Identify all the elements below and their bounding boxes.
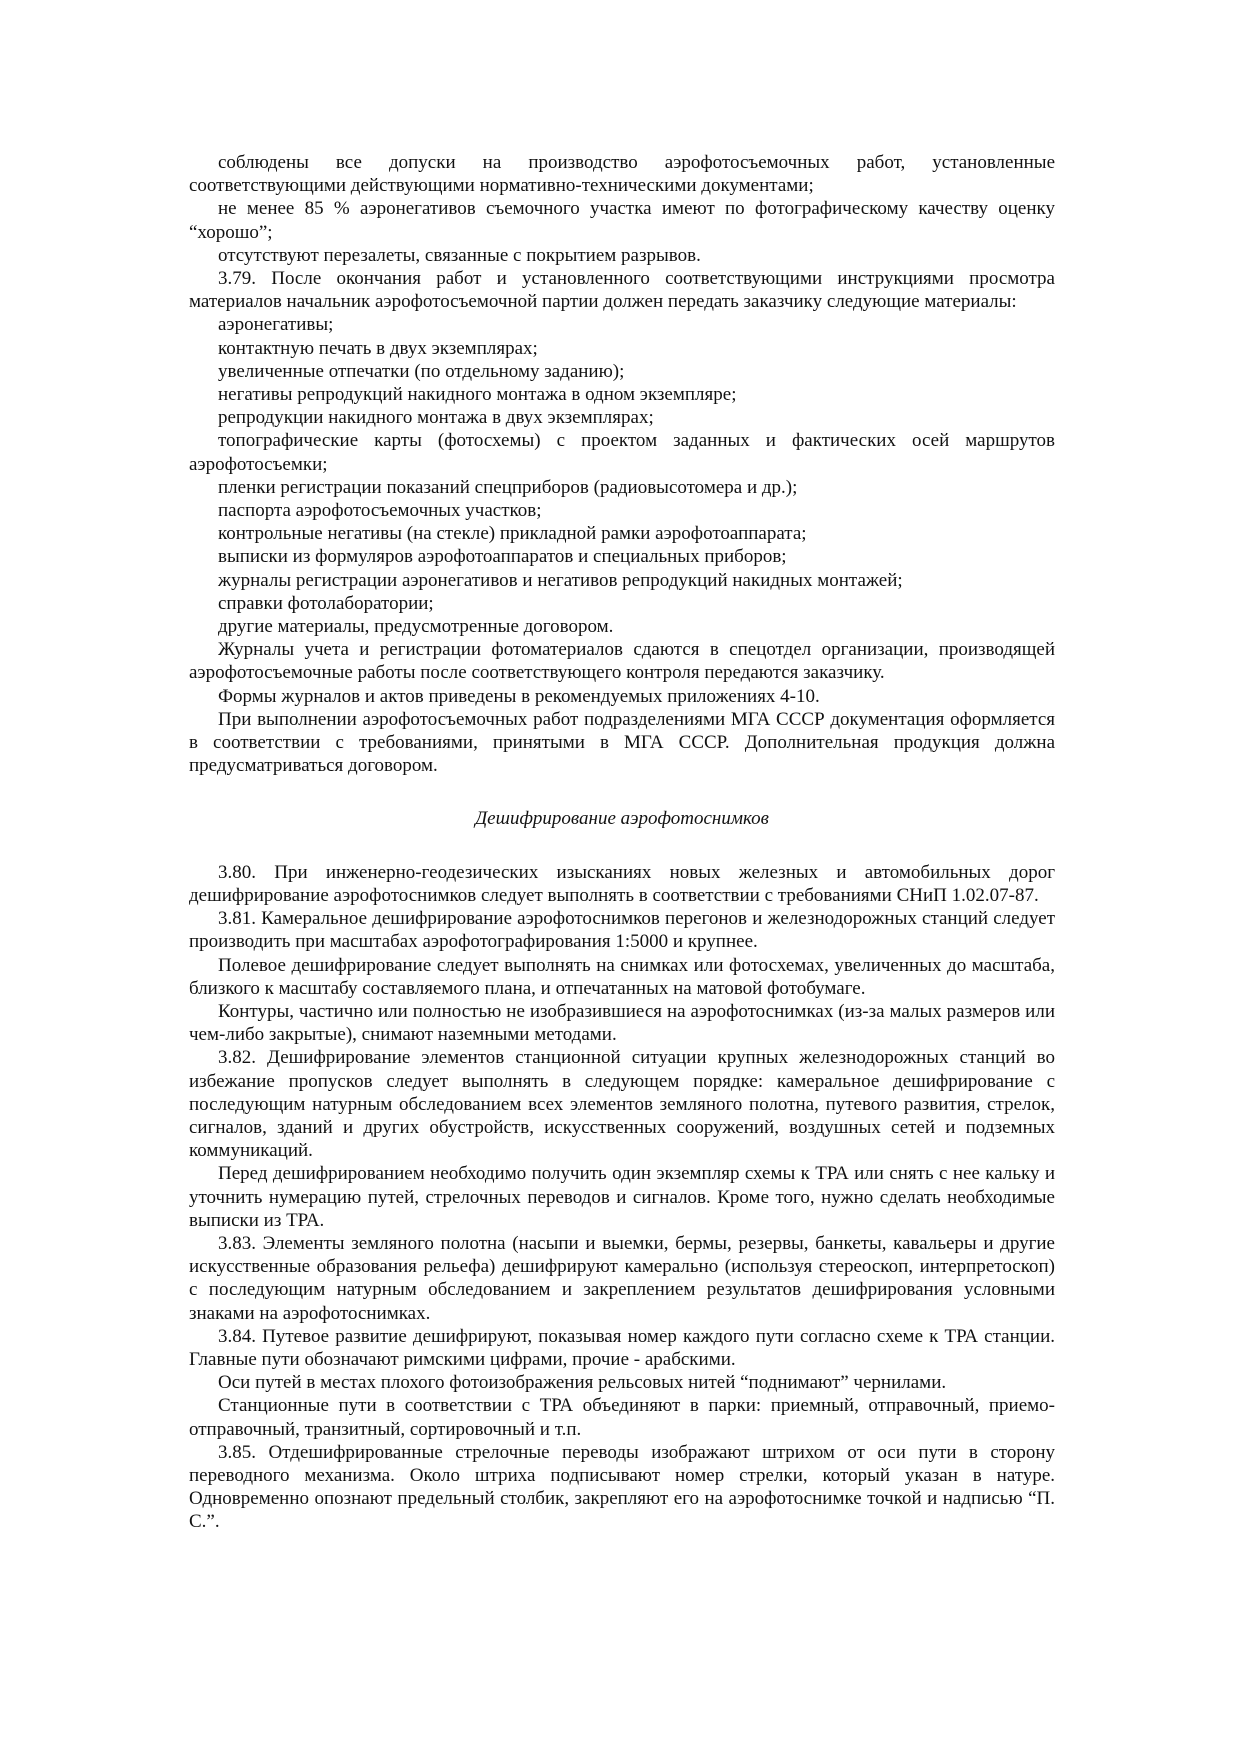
list-item: журналы регистрации аэронегативов и негативов репродукций накидных монтажей; <box>218 569 903 591</box>
paragraph: Контуры, частично или полностью не изобразившиеся на аэрофотоснимках (из-за малых размеров или чем-либо закрытые), снимают наземными методами. <box>189 1000 1055 1046</box>
paragraph: 3.80. При инженерно-геодезических изысканиях новых железных и автомобильных дорог дешифрирование аэрофотоснимков следует выполнять в соответствии с требованиями СНиП 1.02.07-87. <box>189 861 1055 906</box>
section-before-heading <box>189 151 1055 777</box>
list-item: негативы репродукций накидного монтажа в одном экземпляре; <box>218 384 737 406</box>
paragraph: Оси путей в местах плохого фотоизображения рельсовых нитей “поднимают” чернилами. <box>218 1372 947 1394</box>
list-item: топографические карты (фотосхемы) с проектом заданных и фактических осей маршрутов аэрофотосъемки; <box>189 430 1055 475</box>
list-item: паспорта аэрофотосъемочных участков; <box>218 500 542 522</box>
list-item: контактную печать в двух экземплярах; <box>218 337 538 359</box>
paragraph: 3.83. Элементы земляного полотна (насыпи и выемки, бермы, резервы, банкеты, кавальеры и другие искусственные образования рельефа) дешифрируют камерально (используя стереоскоп, интерпретоскоп) с последующим натурным обследованием и закреплением результатов дешифрирования условными знаками на аэрофотоснимках. <box>189 1232 1055 1324</box>
list-item: другие материалы, предусмотренные договором. <box>218 616 614 638</box>
list-item: выписки из формуляров аэрофотоаппаратов и специальных приборов; <box>218 546 787 568</box>
paragraph: Станционные пути в соответствии с ТРА объединяют в парки: приемный, отправочный, приемо-отправочный, транзитный, сортировочный и т.п. <box>189 1395 1055 1440</box>
list-item: контрольные негативы (на стекле) прикладной рамки аэрофотоаппарата; <box>218 523 807 545</box>
list-item: увеличенные отпечатки (по отдельному заданию); <box>218 360 625 382</box>
paragraph: Полевое дешифрирование следует выполнять на снимках или фотосхемах, увеличенных до масштаба, близкого к масштабу составляемого плана, и отпечатанных на матовой фотобумаге. <box>189 954 1055 999</box>
paragraph: Перед дешифрированием необходимо получить один экземпляр схемы к ТРА или снять с нее кальку и уточнить нумерацию путей, стрелочных переводов и сигналов. Кроме того, нужно сделать необходимые выписки из ТРА. <box>189 1163 1055 1231</box>
paragraph: Формы журналов и актов приведены в рекомендуемых приложениях 4-10. <box>218 685 820 707</box>
paragraph: При выполнении аэрофотосъемочных работ подразделениями МГА СССР документация оформляется в соответствии с требованиями, принятыми в МГА СССР. Дополнительная продукция должна предусматриваться договором. <box>189 708 1055 777</box>
list-item: репродукции накидного монтажа в двух экземплярах; <box>218 407 654 429</box>
list-item: аэронегативы; <box>218 314 334 336</box>
paragraph: 3.84. Путевое развитие дешифрируют, показывая номер каждого пути согласно схеме к ТРА станции. Главные пути обозначают римскими цифрами, прочие - арабскими. <box>189 1325 1055 1370</box>
document-page <box>189 151 1055 1534</box>
section-after-heading <box>189 861 1055 1534</box>
paragraph: Журналы учета и регистрации фотоматериалов сдаются в спецотдел организации, производящей аэрофотосъемочные работы после соответствующего контроля передаются заказчику. <box>189 639 1055 684</box>
paragraph: 3.82. Дешифрирование элементов станционной ситуации крупных железнодорожных станций во избежание пропусков следует выполнять в следующем порядке: камеральное дешифрирование с последующим натурным обследованием всех элементов земляного полотна, путевого развития, стрелок, сигналов, зданий и других обустройств, искусственных сооружений, воздушных сетей и подземных коммуникаций. <box>189 1047 1055 1162</box>
paragraph: отсутствуют перезалеты, связанные с покрытием разрывов. <box>218 244 701 266</box>
list-item: пленки регистрации показаний спецприборов (радиовысотомера и др.); <box>218 476 798 498</box>
paragraph: 3.85. Отдешифрированные стрелочные переводы изображают штрихом от оси пути в сторону переводного механизма. Около штриха подписывают номер стрелки, который указан в натуре. Одновременно опознают предельный столбик, закрепляют его на аэрофотоснимке точкой и надписью “П. С.”. <box>189 1441 1055 1533</box>
paragraph: не менее 85 % аэронегативов съемочного участка имеют по фотографическому качеству оценку “хорошо”; <box>189 198 1055 243</box>
paragraph: соблюдены все допуски на производство аэрофотосъемочных работ, установленные соответствующими действующими нормативно-техническими документами; <box>189 152 1055 197</box>
paragraph: 3.79. После окончания работ и установленного соответствующими инструкциями просмотра материалов начальник аэрофотосъемочной партии должен передать заказчику следующие материалы: <box>189 268 1055 313</box>
paragraph: 3.81. Камеральное дешифрирование аэрофотоснимков перегонов и железнодорожных станций следует производить при масштабах аэрофотографирования 1:5000 и крупнее. <box>189 908 1055 953</box>
list-item: справки фотолаборатории; <box>218 592 434 614</box>
section-heading: Дешифрирование аэрофотоснимков <box>475 808 769 830</box>
